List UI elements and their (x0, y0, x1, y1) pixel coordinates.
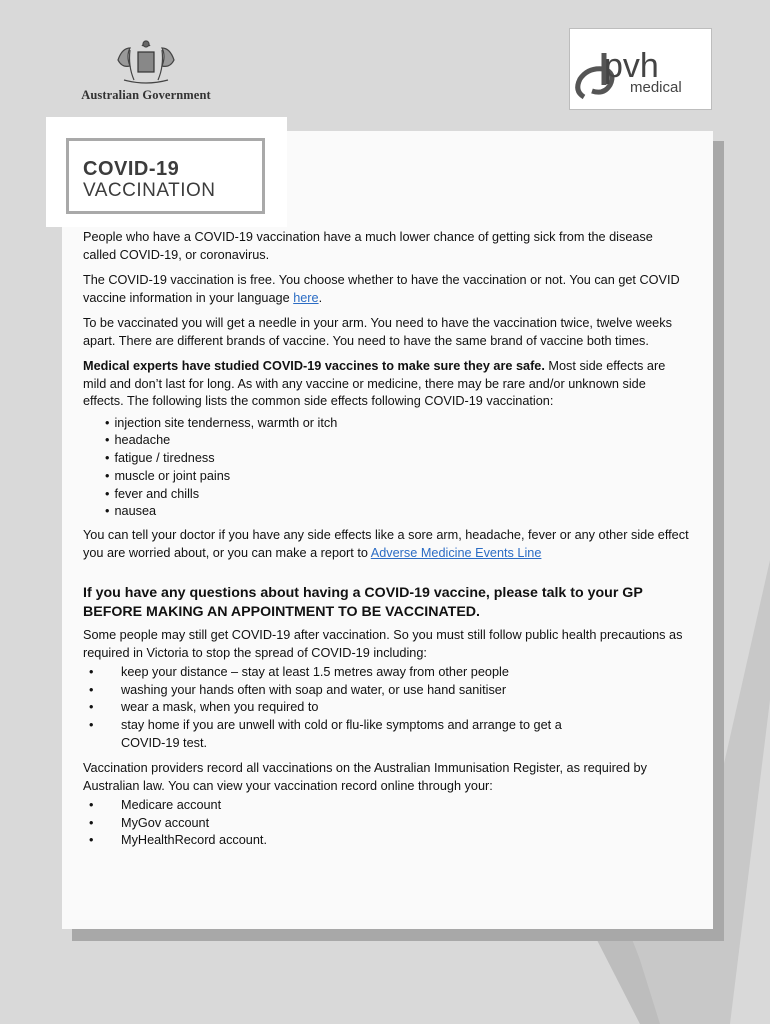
pvh-medical-logo (569, 28, 712, 110)
pvh-medical-text: medical (630, 79, 682, 96)
side-effects-list (105, 415, 689, 522)
paragraph-safety: Medical experts have studied COVID-19 vaccines to make sure they are safe. Most side effects are mild and don’t last for long. As with any vaccine or medicine, there may be rare and/or unknown side effects. The following lists the common side effects following COVID-19 vaccination: (83, 359, 666, 408)
precautions-list (89, 664, 689, 752)
document-body (83, 229, 689, 858)
covid-logo-line1: COVID-19 (83, 158, 180, 180)
list-item: • Medicare account (89, 797, 689, 815)
records-list (89, 797, 689, 850)
list-item: • washing your hands often with soap and water, or use hand sanitiser (89, 682, 689, 700)
list-item: • fatigue / tiredness (105, 450, 689, 468)
list-item: • nausea (105, 503, 689, 521)
list-item: • fever and chills (105, 486, 689, 504)
language-info-link[interactable]: here (293, 290, 319, 305)
pvh-logo-icon (570, 29, 711, 109)
covid-vaccination-logo (46, 117, 287, 227)
coat-of-arms-icon (100, 36, 192, 86)
paragraph-needle: To be vaccinated you will get a needle in your arm. You need to have the vaccination twice, twelve weeks apart. There are different brands of vaccine. You need to have the same brand of vaccine both times. (83, 316, 672, 348)
australian-government-logo (66, 36, 226, 106)
list-item: • wear a mask, when you required to (89, 699, 689, 717)
list-item: • keep your distance – stay at least 1.5 metres away from other people (89, 664, 689, 682)
list-item: • MyHealthRecord account. (89, 832, 689, 850)
adverse-events-link[interactable]: Adverse Medicine Events Line (370, 545, 542, 560)
list-item: • MyGov account (89, 815, 689, 833)
paragraph-precautions: Some people may still get COVID-19 after vaccination. So you must still follow public health precautions as required in Victoria to stop the spread of COVID-19 including: (83, 628, 683, 660)
paragraph-register: Vaccination providers record all vaccinations on the Australian Immunisation Register, as required by Australian law. You can view your vaccination record online through your: (83, 761, 647, 793)
list-item: • stay home if you are unwell with cold or flu-like symptoms and arrange to get a COVID-19 test. (89, 717, 689, 752)
pvh-text: pvh (604, 47, 659, 85)
questions-heading: If you have any questions about having a COVID-19 vaccine, please talk to your GP BEFORE MAKING AN APPOINTMENT TO BE VACCINATED. (83, 585, 643, 620)
list-item: • headache (105, 432, 689, 450)
government-text: Australian Government (81, 88, 211, 102)
paragraph-report: You can tell your doctor if you have any side effects like a sore arm, headache, fever or any other side effect you are worried about, or you can make a report to Adverse Medicine Events Line (83, 528, 689, 560)
covid-logo-line2: VACCINATION (83, 180, 216, 201)
list-item: • injection site tenderness, warmth or itch (105, 415, 689, 433)
paragraph-intro: People who have a COVID-19 vaccination have a much lower chance of getting sick from the disease called COVID-19, or coronavirus. (83, 230, 653, 262)
list-item: • muscle or joint pains (105, 468, 689, 486)
paragraph-free: The COVID-19 vaccination is free. You choose whether to have the vaccination or not. You can get COVID vaccine information in your language here. (83, 273, 680, 305)
